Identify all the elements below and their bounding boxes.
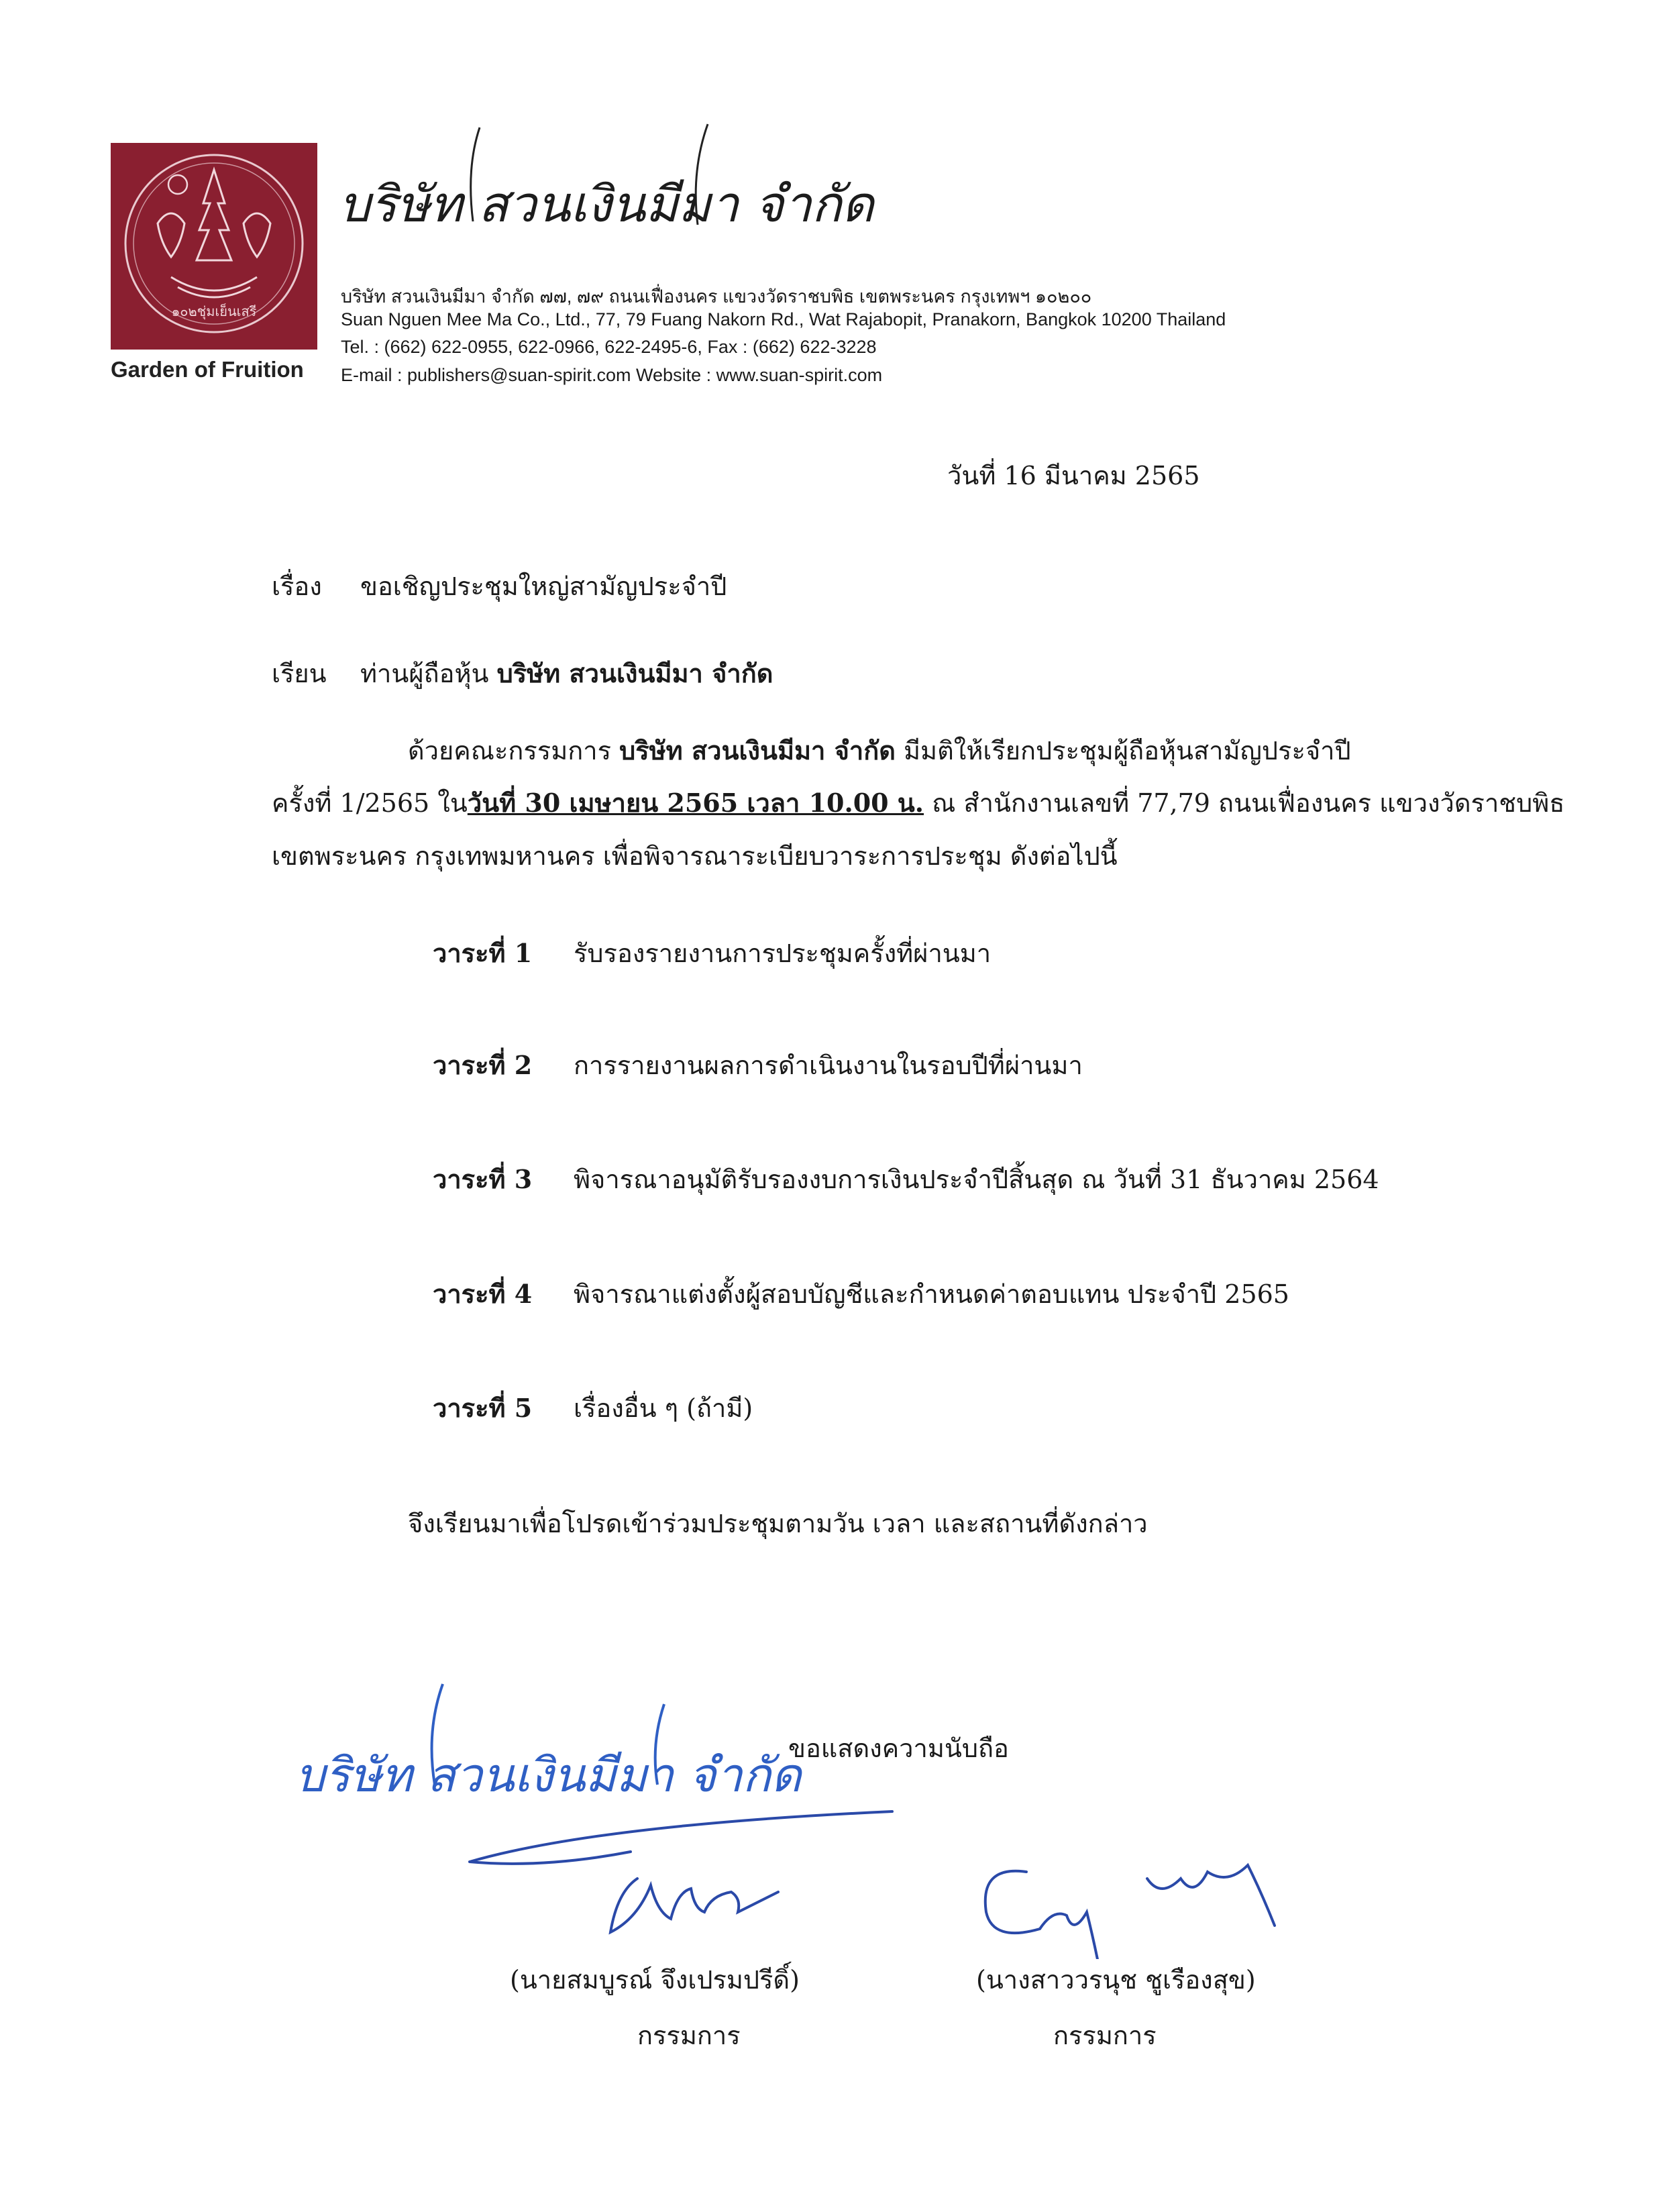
recipient-prefix: ท่านผู้ถือหุ้น: [360, 659, 489, 688]
subject-label: เรื่อง: [272, 572, 322, 601]
signer-1-title: กรรมการ: [637, 2021, 741, 2050]
agenda-number: วาระที่ 4: [433, 1279, 533, 1309]
signature-director-1: [463, 1798, 919, 1959]
paragraph-line-3: เขตพระนคร กรุงเทพมหานคร เพื่อพิจารณาระเบียบวาระการประชุม ดังต่อไปนี้: [272, 841, 1118, 871]
subject-text: ขอเชิญประชุมใหญ่สามัญประจำปี: [360, 572, 727, 601]
para1-part-c: มีมติให้เรียกประชุมผู้ถือหุ้นสามัญประจำปี: [895, 736, 1351, 766]
recipient-company: บริษัท สวนเงินมีมา จำกัด: [496, 658, 773, 688]
agenda-text: พิจารณาอนุมัติรับรองงบการเงินประจำปีสิ้นสุด ณ วันที่ 31 ธันวาคม 2564: [574, 1165, 1379, 1194]
signer-2-title: กรรมการ: [1053, 2021, 1157, 2050]
logo-caption: Garden of Fruition: [111, 357, 304, 382]
recipient-text: [360, 653, 773, 694]
company-logo: [111, 143, 317, 350]
agenda-number: วาระที่ 2: [433, 1050, 533, 1080]
temple-seal-icon: [111, 143, 317, 350]
recipient-label: เรียน: [272, 659, 327, 688]
para1-company: บริษัท สวนเงินมีมา จำกัด: [619, 735, 896, 766]
signature-director-2: [979, 1852, 1301, 1959]
company-script-logo: [332, 121, 882, 255]
email-website: E-mail : publishers@suan-spirit.com Website : www.suan-spirit.com: [341, 365, 883, 385]
para2-part-c: ณ สำนักงานเลขที่ 77,79 ถนนเฟื่องนคร แขวงวัดราชบพิธ: [924, 788, 1565, 818]
seal-text: ๑๐๒ชุ่มเย็นเสรี: [171, 303, 257, 319]
agenda-text: การรายงานผลการดำเนินงานในรอบปีที่ผ่านมา: [574, 1051, 1083, 1080]
svg-text:บริษัท สวนเงินมีมา จำกัด: บริษัท สวนเงินมีมา จำกัด: [339, 176, 874, 233]
agenda-number: วาระที่ 5: [433, 1393, 533, 1423]
agenda-number: วาระที่ 3: [433, 1164, 533, 1194]
regards-text: ขอแสดงความนับถือ: [788, 1734, 1009, 1763]
para2-part-a: ครั้งที่ 1/2565 ใน: [272, 788, 468, 818]
tel-fax: Tel. : (662) 622-0955, 622-0966, 622-2495-6, Fax : (662) 622-3228: [341, 337, 877, 357]
paragraph-line-2: [272, 782, 1564, 823]
paragraph-line-1: [408, 730, 1351, 771]
closing-paragraph: จึงเรียนมาเพื่อโปรดเข้าร่วมประชุมตามวัน เวลา และสถานที่ดังกล่าว: [408, 1509, 1148, 1538]
signer-1-name: (นายสมบูรณ์ จึงเปรมปรีดิ์): [510, 1965, 800, 1995]
thai-address: บริษัท สวนเงินมีมา จำกัด ๗๗, ๗๙ ถนนเฟื่องนคร แขวงวัดราชบพิธ เขตพระนคร กรุงเทพฯ ๑๐๒๐๐: [341, 286, 1092, 307]
signer-2-name: (นางสาววรนุช ชูเรืองสุข): [976, 1965, 1256, 1995]
para1-part-a: ด้วยคณะกรรมการ: [408, 736, 620, 766]
agenda-text: พิจารณาแต่งตั้งผู้สอบบัญชีและกำหนดค่าตอบแทน ประจำปี 2565: [574, 1279, 1289, 1309]
english-address: Suan Nguen Mee Ma Co., Ltd., 77, 79 Fuang Nakorn Rd., Wat Rajabopit, Pranakorn, Bangkok 10200 Thailand: [341, 309, 1226, 329]
meeting-datetime: วันที่ 30 เมษายน 2565 เวลา 10.00 น.: [467, 788, 924, 818]
svg-text:บริษัท สวนเงินมีมา จำกัด: บริษัท สวนเงินมีมา จำกัด: [295, 1748, 802, 1803]
agenda-number: วาระที่ 1: [433, 938, 533, 968]
agenda-text: รับรองรายงานการประชุมครั้งที่ผ่านมา: [574, 939, 992, 968]
agenda-text: เรื่องอื่น ๆ (ถ้ามี): [574, 1393, 753, 1423]
letter-date: วันที่ 16 มีนาคม 2565: [947, 461, 1200, 490]
